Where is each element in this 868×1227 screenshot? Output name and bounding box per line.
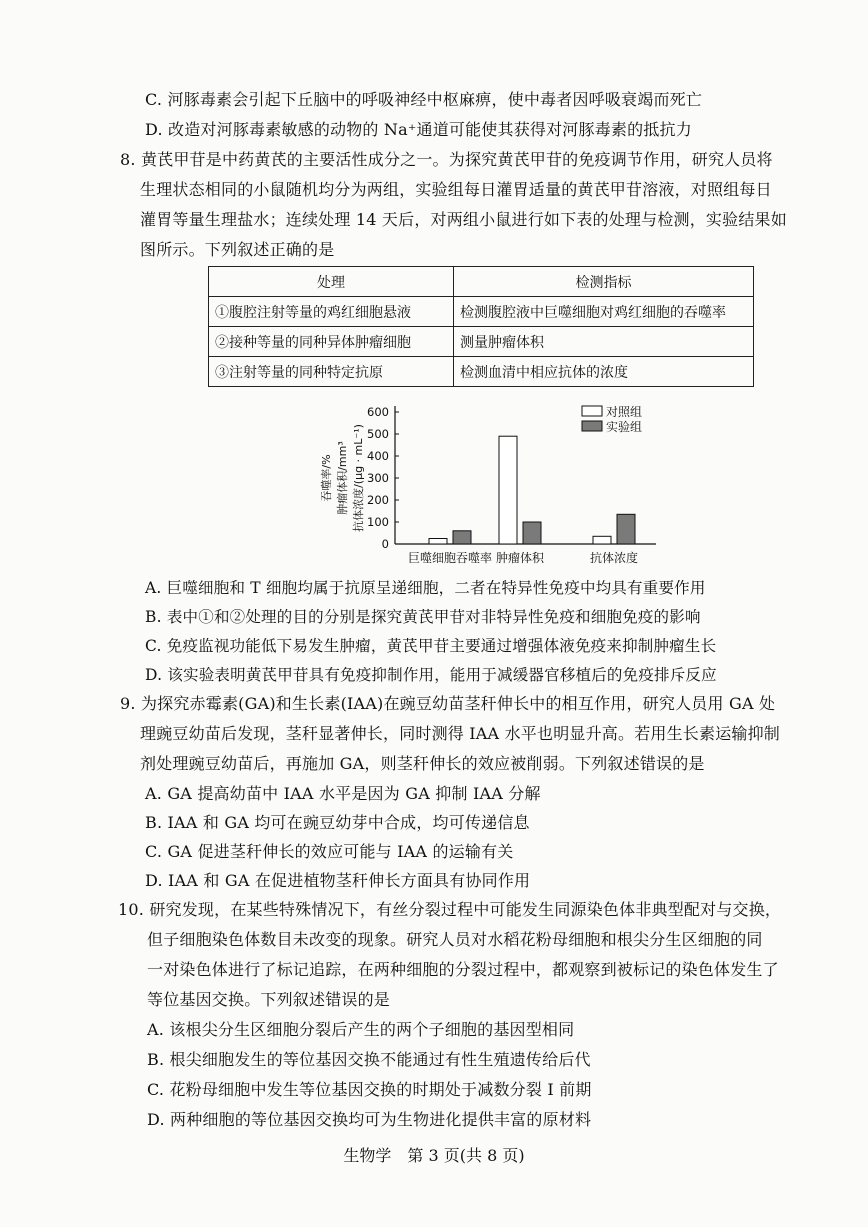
table-cell: ①腹腔注射等量的鸡红细胞悬液 <box>209 297 454 327</box>
bar <box>453 531 471 544</box>
x-tick-label: 巨噬细胞吞噬率 <box>407 551 493 565</box>
y-tick-label: 200 <box>367 493 389 507</box>
legend-swatch <box>582 406 602 416</box>
option-d-prev: D. 改造对河豚毒素敏感的动物的 Na⁺通道可能使其获得对河豚毒素的抵抗力 <box>145 120 692 139</box>
table-cell: 检测腹腔液中巨噬细胞对鸡红细胞的吞噬率 <box>454 297 754 327</box>
x-tick-label: 抗体浓度 <box>589 551 639 565</box>
table-cell: ③注射等量的同种特定抗原 <box>209 357 454 387</box>
q10-stem-line-1: 10. 研究发现，在某些特殊情况下，有丝分裂过程中可能发生同源染色体非典型配对与交换， <box>118 900 782 919</box>
y-tick-label: 400 <box>367 449 389 463</box>
q9-option-b: B. IAA 和 GA 均可在豌豆幼芽中合成，均可传递信息 <box>145 813 530 832</box>
y-tick-label: 500 <box>367 427 389 441</box>
table-row <box>209 297 754 327</box>
q8-option-a: A. 巨噬细胞和 T 细胞均属于抗原呈递细胞，二者在特异性免疫中均具有重要作用 <box>145 579 706 597</box>
q8-option-b: B. 表中①和②处理的目的分别是探究黄芪甲苷对非特异性免疫和细胞免疫的影响 <box>145 608 701 626</box>
table-header-row <box>209 267 754 297</box>
q10-stem-line-4: 等位基因交换。下列叙述错误的是 <box>147 990 391 1009</box>
q9-option-a: A. GA 提高幼苗中 IAA 水平是因为 GA 抑制 IAA 分解 <box>145 784 541 803</box>
page-footer: 生物学 第 3 页(共 8 页) <box>343 1146 525 1165</box>
q9-option-d: D. IAA 和 GA 在促进植物茎秆伸长方面具有协同作用 <box>145 871 531 890</box>
q10-stem-line-2: 但子细胞染色体数目未改变的现象。研究人员对水稻花粉母细胞和根尖分生区细胞的同 <box>147 930 763 949</box>
q8-stem-line-4: 图所示。下列叙述正确的是 <box>140 240 335 259</box>
q9-stem-line-2: 理豌豆幼苗后发现，茎秆显著伸长，同时测得 IAA 水平也明显升高。若用生长素运输抑制 <box>140 724 781 743</box>
q8-stem-line-1: 8. 黄芪甲苷是中药黄芪的主要活性成分之一。为探究黄芪甲苷的免疫调节作用，研究人员将 <box>120 150 773 169</box>
q10-option-c: C. 花粉母细胞中发生等位基因交换的时期处于减数分裂 Ⅰ 前期 <box>147 1080 592 1099</box>
q9-stem-line-3: 剂处理豌豆幼苗后，再施加 GA，则茎秆伸长的效应被削弱。下列叙述错误的是 <box>140 754 705 773</box>
table-cell: 检测血清中相应抗体的浓度 <box>454 357 754 387</box>
q10-stem-line-3: 一对染色体进行了标记追踪，在两种细胞的分裂过程中，都观察到被标记的染色体发生了 <box>147 960 779 979</box>
legend-swatch <box>582 421 602 431</box>
option-c-prev: C. 河豚毒素会引起下丘脑中的呼吸神经中枢麻痹，使中毒者因呼吸衰竭而死亡 <box>145 90 703 109</box>
q9-stem-line-1: 9. 为探究赤霉素(GA)和生长素(IAA)在豌豆幼苗茎秆伸长中的相互作用，研究人员用 GA 处 <box>120 694 776 713</box>
table-row <box>209 357 754 387</box>
y-tick-label: 600 <box>367 405 389 419</box>
q8-option-c: C. 免疫监视功能低下易发生肿瘤，黄芪甲苷主要通过增强体液免疫来抑制肿瘤生长 <box>145 637 717 655</box>
y-axis-label: 抗体浓度/(μg · mL⁻¹) <box>352 424 365 532</box>
y-tick-label: 300 <box>367 471 389 485</box>
bar <box>523 522 541 544</box>
q10-option-d: D. 两种细胞的等位基因交换均可为生物进化提供丰富的原材料 <box>147 1110 592 1129</box>
y-tick-label: 100 <box>367 515 389 529</box>
x-tick-label: 肿瘤体积 <box>495 551 545 565</box>
y-axis-label: 吞噬率/% <box>320 454 333 502</box>
q8-stem-line-2: 生理状态相同的小鼠随机均分为两组，实验组每日灌胃适量的黄芪甲苷溶液，对照组每日 <box>140 180 772 199</box>
table-row <box>209 327 754 357</box>
procedure-table <box>208 266 754 387</box>
y-axis-label: 肿瘤体积/mm³ <box>336 441 349 515</box>
y-tick-label: 0 <box>381 537 389 551</box>
bar <box>429 539 447 545</box>
table-header: 检测指标 <box>454 267 754 297</box>
legend-label: 实验组 <box>606 420 643 434</box>
table-header: 处理 <box>209 267 454 297</box>
bar <box>499 436 517 544</box>
legend-label: 对照组 <box>606 405 643 419</box>
bar-chart <box>300 398 660 570</box>
q10-option-a: A. 该根尖分生区细胞分裂后产生的两个子细胞的基因型相同 <box>147 1020 575 1039</box>
q8-option-d: D. 该实验表明黄芪甲苷具有免疫抑制作用，能用于减缓器官移植后的免疫排斥反应 <box>145 666 717 684</box>
table-cell: ②接种等量的同种异体肿瘤细胞 <box>209 327 454 357</box>
q9-option-c: C. GA 促进茎秆伸长的效应可能与 IAA 的运输有关 <box>145 842 514 861</box>
bar <box>593 536 611 544</box>
q8-stem-line-3: 灌胃等量生理盐水；连续处理 14 天后，对两组小鼠进行如下表的处理与检测，实验结果如 <box>140 210 787 229</box>
table-cell: 测量肿瘤体积 <box>454 327 754 357</box>
bar <box>617 514 635 544</box>
q10-option-b: B. 根尖细胞发生的等位基因交换不能通过有性生殖遗传给后代 <box>147 1050 591 1069</box>
